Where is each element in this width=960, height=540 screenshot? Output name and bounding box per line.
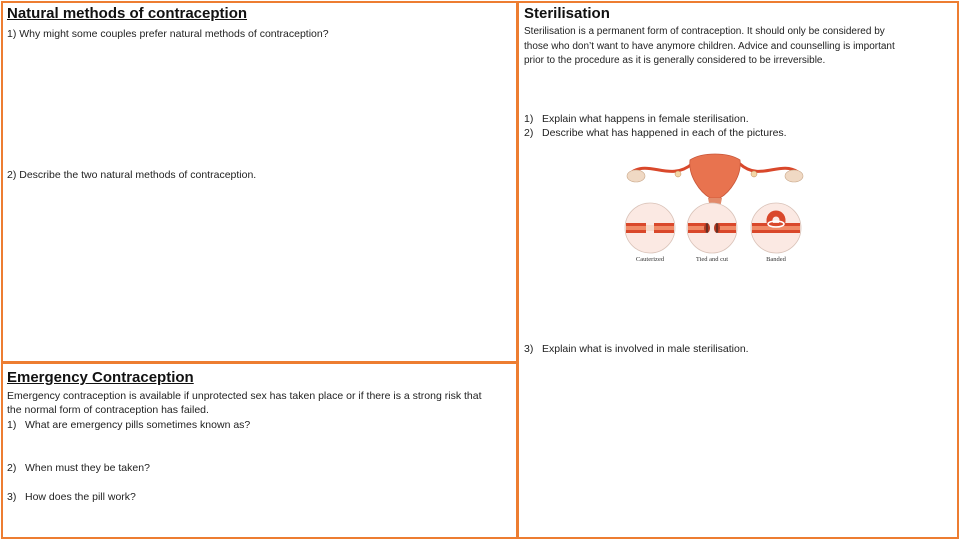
uterus-fallopian-tube-diagram [620,152,810,264]
sterilisation-intro-line-2: those who don’t want to have anymore children. Advice and counselling is important [524,41,895,52]
emergency-title: Emergency Contraception [7,369,194,386]
sterilisation-question-2 [524,126,787,141]
sterilisation-intro-line-3: prior to the procedure as it is generally considered to be irreversible. [524,55,826,66]
sterilisation-question-3 [524,342,749,357]
emergency-intro-line-1: Emergency contraception is available if unprotected sex has taken place or if there is a strong risk that [7,390,482,402]
caption-tied-and-cut: Tied and cut [695,256,729,263]
emergency-question-3-number: 3) [7,491,17,503]
emergency-question-3 [7,490,136,505]
emergency-question-2-number: 2) [7,462,17,474]
cauterized-closeup [625,203,675,253]
uterus-illustration [627,154,803,208]
natural-methods-title: Natural methods of contraception [7,5,248,22]
tied-and-cut-closeup [687,203,737,253]
emergency-question-2-text: When must they be taken? [25,462,150,474]
natural-question-2: 2) Describe the two natural methods of contraception. [7,169,257,181]
sterilisation-question-2-number: 2) [524,127,534,139]
sterilisation-question-1-number: 1) [524,113,534,125]
sterilisation-question-3-number: 3) [524,343,534,355]
emergency-question-2 [7,461,150,476]
banded-closeup [751,203,801,253]
emergency-intro-line-2: the normal form of contraception has failed. [7,404,209,416]
sterilisation-question-1 [524,112,749,127]
emergency-question-1-number: 1) [7,419,17,431]
natural-question-1: 1) Why might some couples prefer natural methods of contraception? [7,28,329,40]
caption-banded: Banded [766,256,786,263]
sterilisation-title: Sterilisation [524,5,610,22]
sterilisation-question-1-text: Explain what happens in female sterilisation. [542,113,749,125]
sterilisation-panel [517,1,959,539]
sterilisation-question-2-text: Describe what has happened in each of the pictures. [542,127,787,139]
sterilisation-intro-line-1: Sterilisation is a permanent form of contraception. It should only be considered by [524,26,885,37]
caption-cauterized: Cauterized [635,256,665,263]
sterilisation-question-3-text: Explain what is involved in male sterilisation. [542,343,749,355]
emergency-question-3-text: How does the pill work? [25,491,136,503]
emergency-question-1 [7,418,250,433]
emergency-question-1-text: What are emergency pills sometimes known as? [25,419,251,431]
